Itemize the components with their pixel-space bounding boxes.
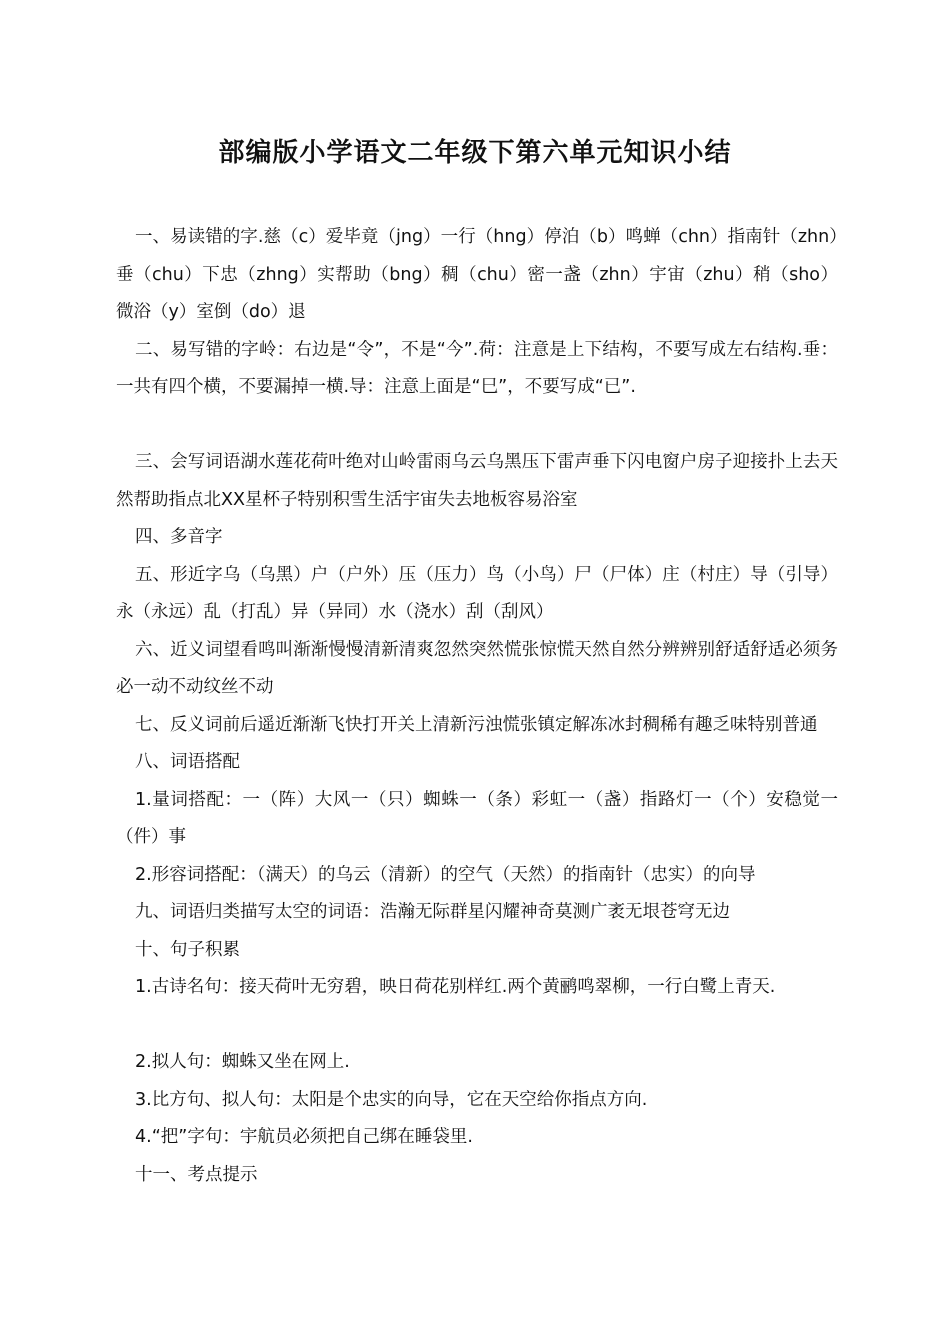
document-title: 部编版小学语文二年级下第六单元知识小结 bbox=[218, 138, 732, 168]
section-5-similar-characters: 五、形近字乌（乌黑）户（户外）压（压力）鸟（小鸟）尸（尸体）庄（村庄）导（引导）永（永远）乱（打乱）异（异同）水（浇水）刮（刮风） bbox=[116, 564, 838, 622]
section-4-polyphonic-characters: 四、多音字 bbox=[135, 527, 223, 547]
section-1-misread-characters: 一、易读错的字.慈（c）爱毕竟（jng）一行（hng）停泊（b）鸣蝉（chn）指南针（zhn）垂（chu）下忠（zhng）实帮助（bng）稠（chu）密一盏（zhn）宇宙（zhu）稍（sho）微浴（y）室倒（do）退 bbox=[116, 227, 838, 322]
section-11-exam-tips: 十一、考点提示 bbox=[135, 1164, 258, 1185]
section-2-miswritten-characters: 二、易写错的字岭：右边是“令”，不是“今”.荷：注意是上下结构，不要写成左右结构.垂：一共有四个横，不要漏掉一横.导：注意上面是“巳”，不要写成“已”. bbox=[116, 339, 838, 397]
sentence-ba-construction: 4.“把”字句：宇航员必须把自己绑在睡袋里. bbox=[135, 1127, 473, 1147]
sentence-personification: 2.拟人句：蜘蛛又坐在网上. bbox=[135, 1052, 350, 1072]
document-body bbox=[116, 219, 838, 1194]
sentence-metaphor-personification: 3.比方句、拟人句：太阳是个忠实的向导，它在天空给你指点方向. bbox=[135, 1089, 648, 1110]
section-8-word-collocation: 八、词语搭配 bbox=[135, 752, 240, 772]
section-7-antonyms: 七、反义词前后遥近渐渐飞快打开关上清新污浊慌张镇定解冻冰封稠稀有趣乏味特别普通 bbox=[135, 714, 818, 735]
collocation-measure-words: 1.量词搭配：一（阵）大风一（只）蜘蛛一（条）彩虹一（盏）指路灯一（个）安稳觉一（件）事 bbox=[116, 789, 838, 847]
section-9-word-classification: 九、词语归类描写太空的词语：浩瀚无际群星闪耀神奇莫测广袤无垠苍穹无边 bbox=[135, 902, 730, 922]
section-6-synonyms: 六、近义词望看鸣叫渐渐慢慢清新清爽忽然突然慌张惊慌天然自然分辨辨别舒适舒适必须务必一动不动纹丝不动 bbox=[116, 639, 838, 697]
section-10-sentence-accumulation: 十、句子积累 bbox=[135, 939, 240, 960]
section-3-vocabulary: 三、会写词语湖水莲花荷叶绝对山岭雷雨乌云乌黑压下雷声垂下闪电窗户房子迎接扑上去天然帮助指点北XX星杯子特别积雪生活宇宙失去地板容易浴室 bbox=[116, 452, 838, 510]
sentence-ancient-poems: 1.古诗名句：接天荷叶无穷碧，映日荷花别样红.两个黄鹂鸣翠柳，一行白鹭上青天. bbox=[135, 977, 776, 997]
collocation-adjectives: 2.形容词搭配：（满天）的乌云（清新）的空气（天然）的指南针（忠实）的向导 bbox=[135, 864, 756, 885]
